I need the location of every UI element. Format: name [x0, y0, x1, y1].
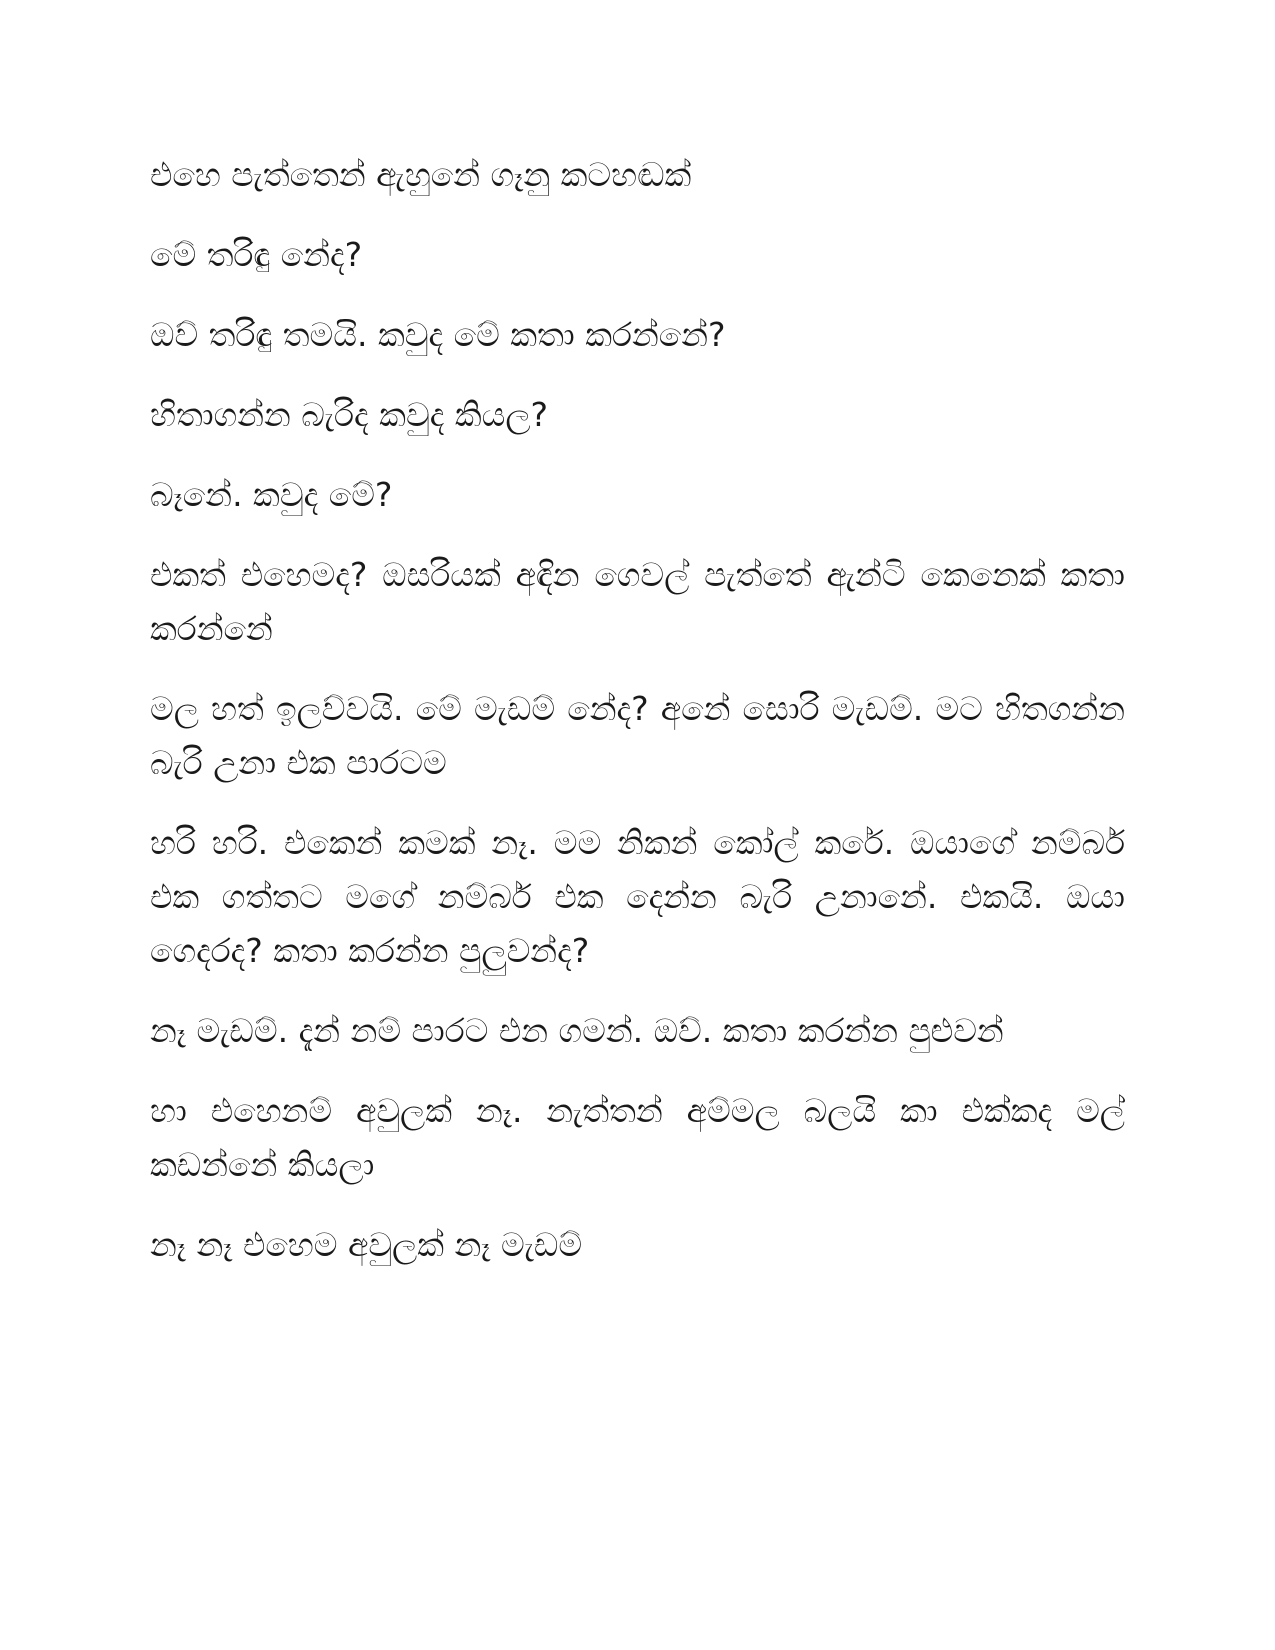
paragraph-11: නෑ නෑ එහෙම අවුලක් නෑ මැඩම් [150, 1225, 583, 1264]
paragraph-1: එහෙ පැත්තෙන් ඇහුනේ ගෑනු කටහඬක් [150, 155, 692, 194]
paragraph-6: එකත් එහෙමද? ඔසරියක් අඳින ගෙවල් පැත්තේ ඇන්ටි කෙනෙක් කතා කරන්නේ [150, 555, 1125, 648]
paragraph-5: බෑනේ. කවුද මේ? [150, 475, 393, 514]
paragraph-3: ඔව් තරිඳු තමයි. කවුද මේ කතා කරන්නේ? [150, 315, 726, 354]
document-body [150, 148, 1125, 1298]
paragraph-10: හා එහෙනම් අවුලක් නෑ. නැත්තන් අම්මල බලයි කා එක්කද මල් කඩන්නේ කියලා [150, 1091, 1125, 1184]
paragraph-9: නෑ මැඩම්. දැන් නම් පාරට එන ගමන්. ඔව්. කතා කරන්න පුළුවන් [150, 1011, 1004, 1050]
paragraph-7: මල හත් ඉලව්වයි. මේ මැඩම් නේද? අනේ සොරි මැඩම්. මට හිතගන්න බැරි උනා එක පාරටම [150, 689, 1125, 782]
paragraph-4: හිතාගන්න බැරිද කවුද කියල? [150, 395, 549, 434]
paragraph-8: හරි හරි. එකෙන් කමක් නෑ. මම නිකන් කෝල් කරේ. ඔයාගේ නම්බර් එක ගත්තට මගේ නම්බර් එක දෙන්න බැරි උනානේ. එකයි. ඔයා ගෙදරද? කතා කරන්න පුලුවන්ද? [150, 823, 1125, 970]
paragraph-2: මේ තරිඳු නේද? [150, 235, 363, 274]
